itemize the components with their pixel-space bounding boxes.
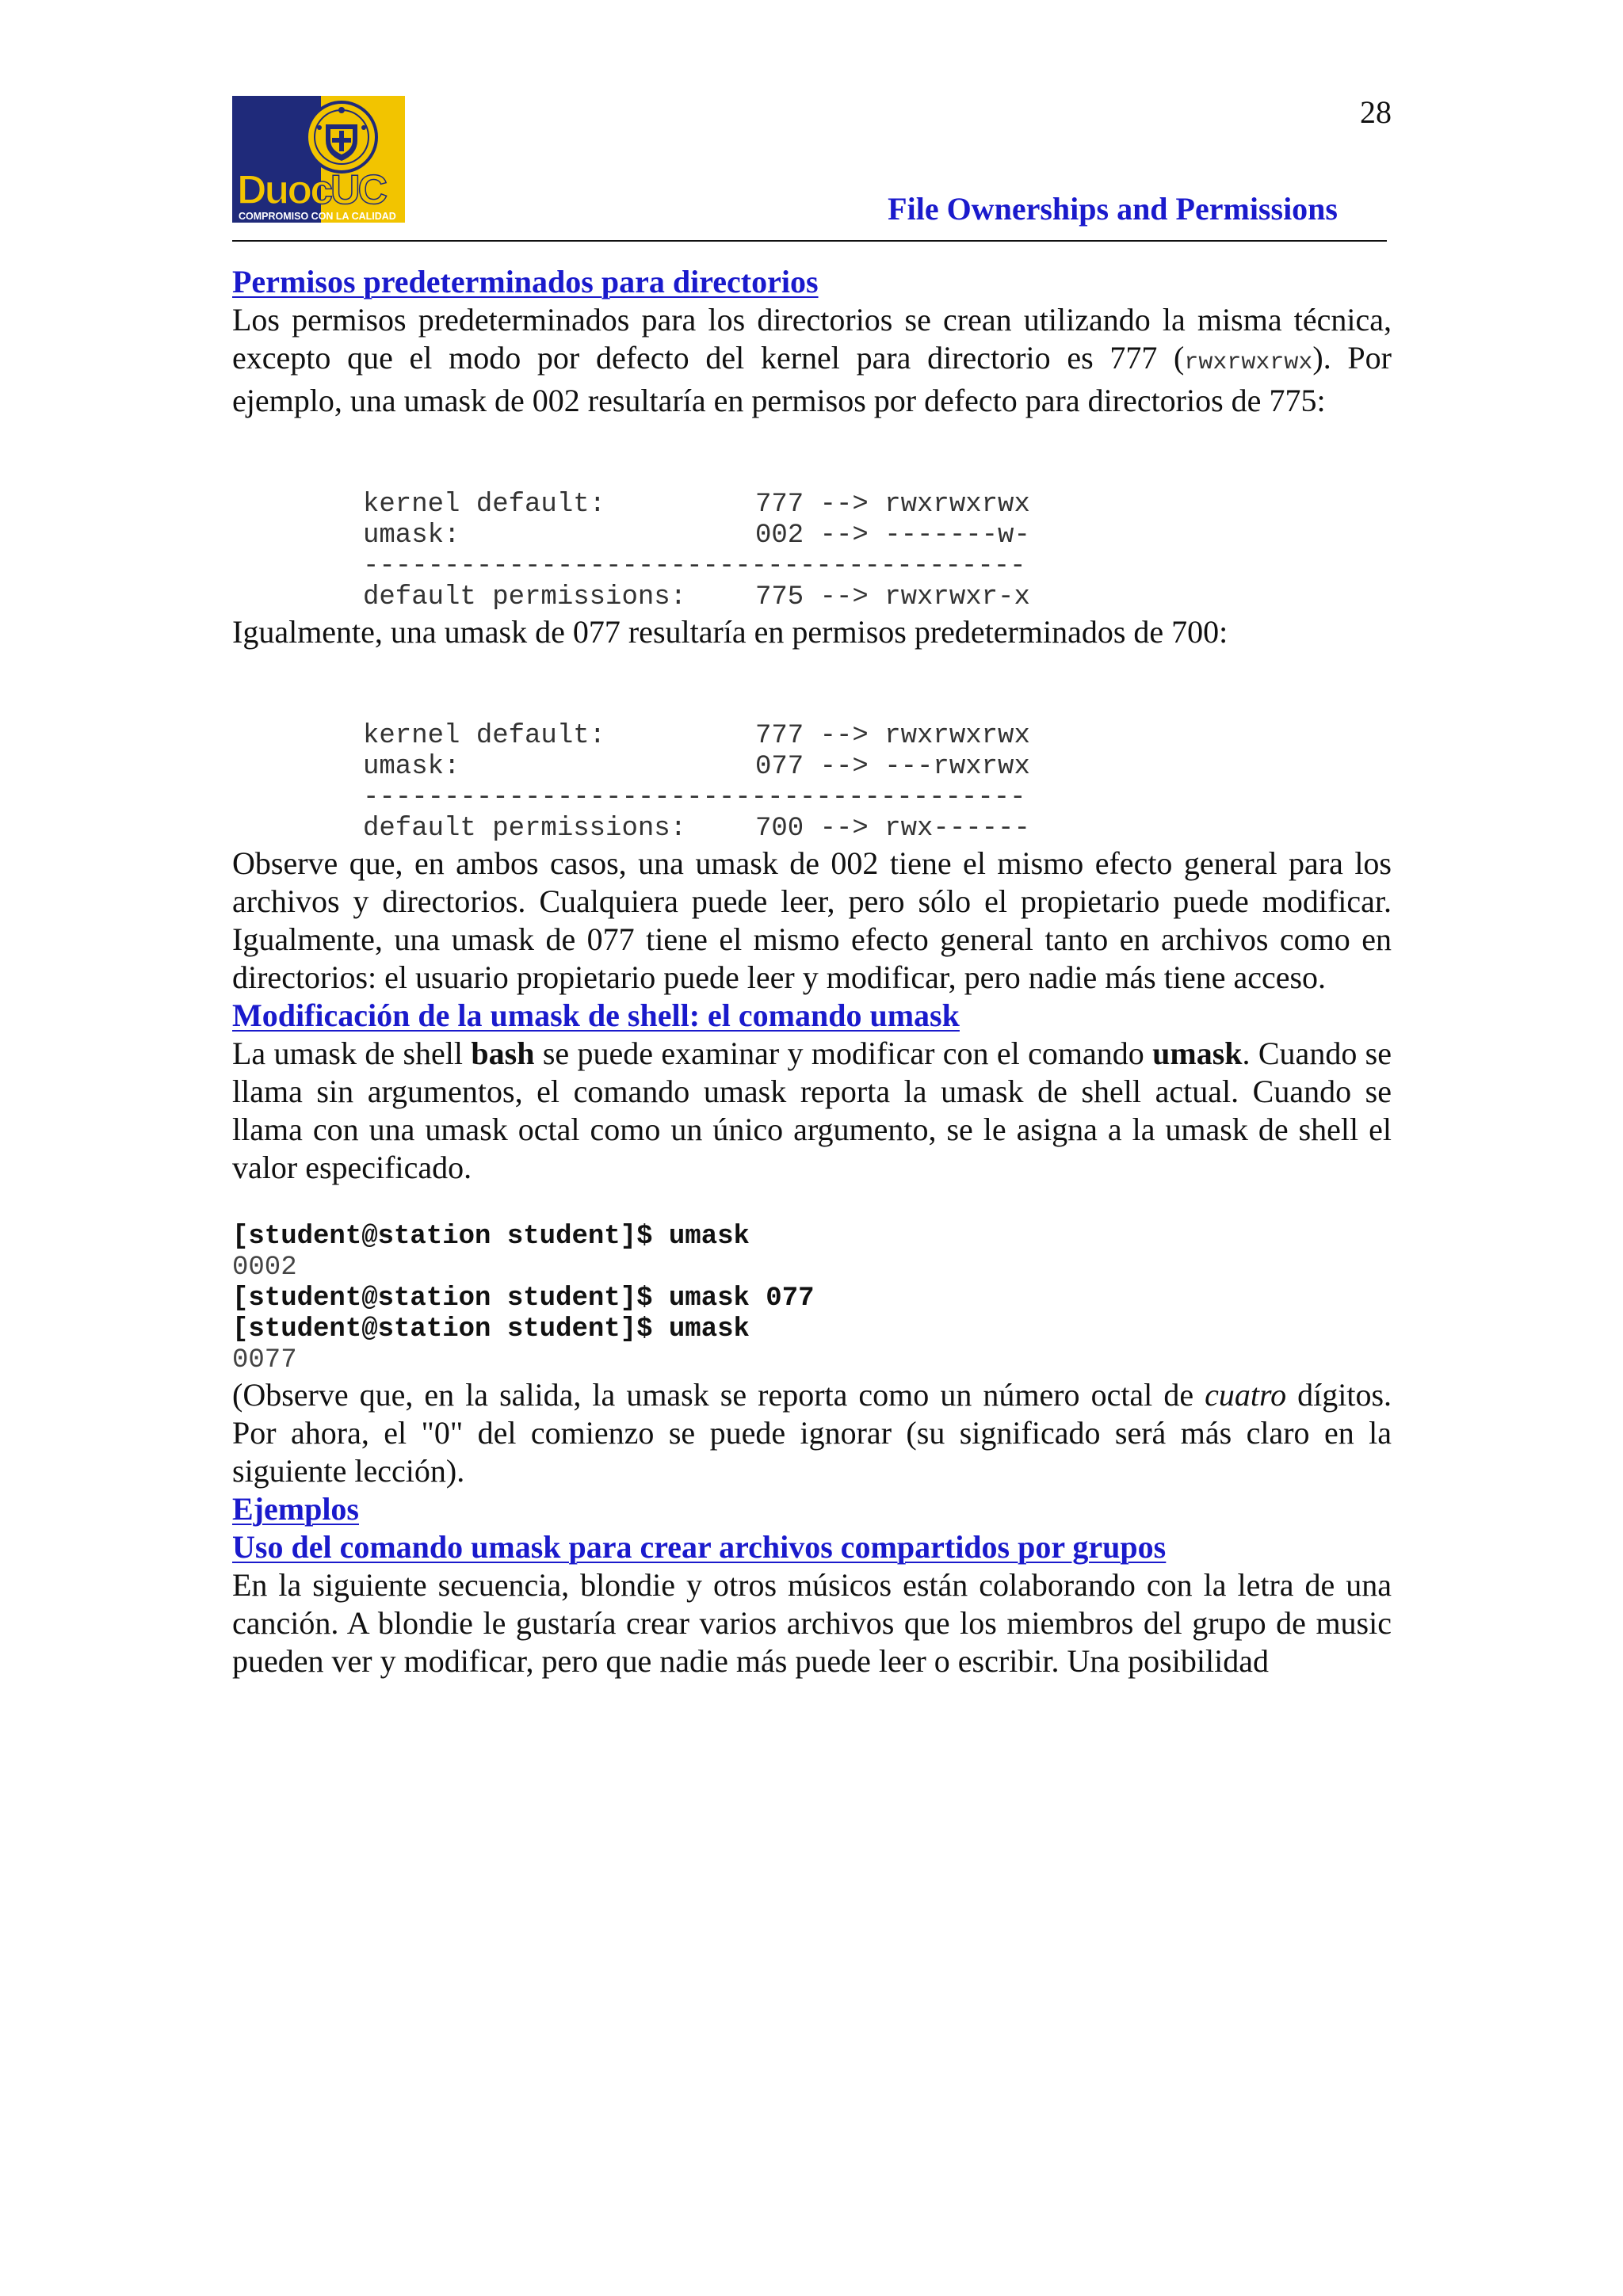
code-value: 777 --> rwxrwxrwx [755, 490, 1030, 520]
terminal-output: 0077 [232, 1345, 297, 1375]
code-row [363, 752, 1392, 783]
code-value: 002 --> -------w- [755, 521, 1030, 551]
code-value: 777 --> rwxrwxrwx [755, 721, 1030, 751]
bold-term: bash [471, 1035, 535, 1071]
code-value: 077 --> ---rwxrwx [755, 752, 1030, 782]
code-label: default permissions: [363, 814, 687, 844]
paragraph: En la siguiente secuencia, blondie y otros músicos están colaborando con la letra de una canción. A blondie le gustaría crear varios archivos que los miembros del grupo de music pueden ver y modificar, pero que nadie más puede leer o escribir. Una posibilidad [232, 1567, 1392, 1679]
section-heading[interactable] [232, 997, 1392, 1035]
section-heading-link[interactable]: Ejemplos [232, 1491, 359, 1527]
section-heading[interactable] [232, 263, 1392, 301]
paragraph: Observe que, en ambos casos, una umask de 002 tiene el mismo efecto general para los archivos y directorios. Cualquiera puede leer, pero sólo el propietario puede modificar. Igualmente, una umask de 077 tiene el mismo efecto general tanto en archivos como en directorios: el usuario propietario puede leer y modificar, pero nadie más tiene acceso. [232, 845, 1392, 995]
university-seal-icon [307, 102, 376, 172]
permissions-table-700 [232, 721, 1392, 845]
paragraph-text: . Cuando se llama sin argumentos, el comando umask reporta la umask de shell actual. Cuando se llama con una umask octal como un único argumento, se le asigna a la umask de shell el valor especificado. [232, 1035, 1392, 1185]
terminal-command: [student@station student]$ umask [232, 1222, 750, 1252]
terminal-session [232, 1222, 1392, 1376]
code-rule: ----------------------------------------- [363, 551, 1026, 582]
code-label: umask: [363, 521, 460, 551]
document-body [232, 263, 1392, 1680]
subsection-heading-link[interactable]: Uso del comando umask para crear archivos compartidos por grupos [232, 1529, 1167, 1565]
code-rule: ----------------------------------------- [363, 783, 1026, 813]
duocuc-logo [232, 96, 405, 223]
code-row [363, 490, 1392, 521]
code-row [363, 582, 1392, 613]
code-row [363, 521, 1392, 551]
paragraph-text: se puede examinar y modificar con el comando [534, 1035, 1153, 1071]
svg-text:COMPROMISO CON LA CALIDAD: COMPROMISO CON LA CALIDAD [239, 211, 396, 222]
paragraph-text: La umask de shell [232, 1035, 472, 1071]
paragraph-text: dígitos. Por ahora, el "0" del comienzo se puede ignorar (su significado será más claro en la siguiente lección). [232, 1377, 1392, 1489]
inline-code: rwxrwxrwx [1184, 349, 1313, 376]
terminal-output: 0002 [232, 1253, 297, 1283]
paragraph: Igualmente, una umask de 077 resultaría en permisos predeterminados de 700: [232, 614, 1228, 650]
section-heading[interactable] [232, 1490, 1392, 1528]
running-header: File Ownerships and Permissions [888, 191, 1338, 227]
code-value: 700 --> rwx------ [755, 814, 1030, 844]
code-label: kernel default: [363, 721, 606, 751]
code-label: default permissions: [363, 582, 687, 612]
section-heading-link[interactable]: Modificación de la umask de shell: el comando umask [232, 997, 960, 1033]
paragraph-text: (Observe que, en la salida, la umask se reporta como un número octal de [232, 1377, 1205, 1413]
code-label: umask: [363, 752, 460, 782]
terminal-command: [student@station student]$ umask 077 [232, 1283, 815, 1314]
code-row [363, 814, 1392, 845]
svg-text:DuocUC: DuocUC [237, 167, 386, 213]
italic-term: cuatro [1205, 1377, 1287, 1413]
code-value: 775 --> rwxrwxr-x [755, 582, 1030, 612]
paragraph [232, 1376, 1392, 1490]
paragraph [232, 301, 1392, 420]
section-heading-link[interactable]: Permisos predeterminados para directorios [232, 264, 819, 299]
subsection-heading[interactable] [232, 1528, 1392, 1566]
header-divider [232, 240, 1387, 242]
paragraph [232, 1035, 1392, 1187]
permissions-table-775 [232, 490, 1392, 613]
bold-term: umask [1152, 1035, 1243, 1071]
page-number: 28 [1360, 94, 1392, 130]
terminal-command: [student@station student]$ umask [232, 1314, 750, 1344]
code-label: kernel default: [363, 490, 606, 520]
code-row [363, 721, 1392, 752]
paragraph-text: Los permisos predeterminados para los directorios se crean utilizando la misma técnica, excepto que el modo por defecto del kernel para directorio es 777 ( [232, 302, 1392, 376]
paragraph-text: ). Por ejemplo, una umask de 002 resultaría en permisos por defecto para directorios de 775: [232, 340, 1392, 418]
